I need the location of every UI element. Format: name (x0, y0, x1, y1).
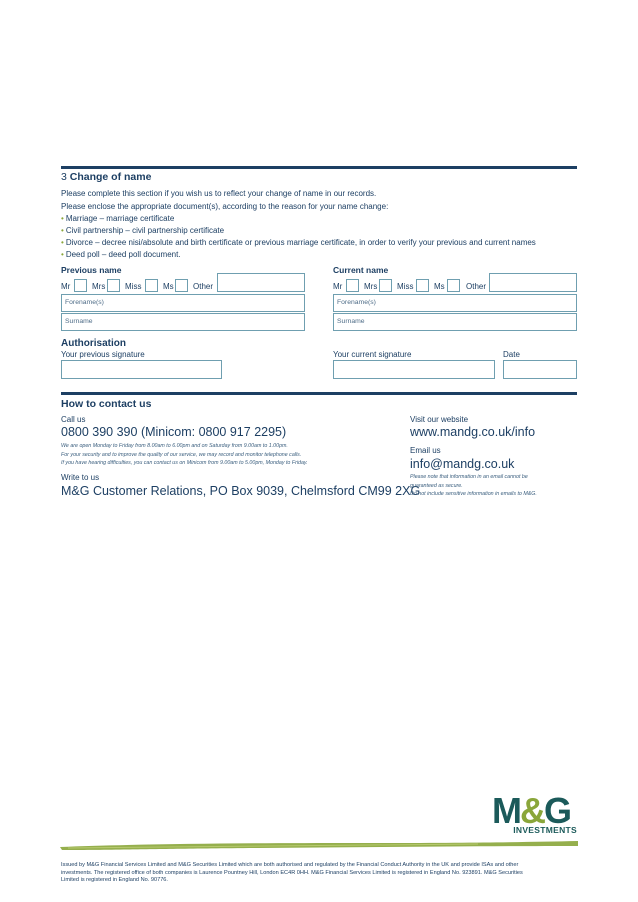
title-checkbox-miss[interactable] (416, 279, 429, 292)
title-label-ms: Ms (163, 282, 174, 291)
title-checkbox-mrs[interactable] (379, 279, 392, 292)
note-text: guaranteed as secure. (410, 482, 463, 489)
title-label-mrs: Mrs (92, 282, 106, 291)
title-label-miss: Miss (397, 282, 414, 291)
footer-line: investments. The registered office of both companies is Laurence Pountney Hill, London EC4R 0HH. M&G Financial Services Limited is registered in England No. 923891. M&G Securities (61, 869, 523, 876)
title-checkbox-mr[interactable] (74, 279, 87, 292)
other-title-field[interactable] (489, 273, 577, 292)
list-item: • Divorce – decree nisi/absolute and birth certificate or previous marriage certificate, in order to verify your previous and current names (61, 238, 536, 247)
write-to-us-label: Write to us (61, 473, 100, 482)
call-notes (61, 442, 391, 468)
title-label-other: Other (466, 282, 487, 291)
mg-investments-logo (484, 785, 579, 837)
email-notes (410, 473, 577, 499)
title-checkbox-mr[interactable] (346, 279, 359, 292)
email-label: Email us (410, 446, 441, 455)
title-checkbox-miss[interactable] (145, 279, 158, 292)
logo-subtext: INVESTMENTS (513, 825, 577, 835)
title-checkbox-mrs[interactable] (107, 279, 120, 292)
section-divider (61, 392, 577, 395)
intro-text: Please complete this section if you wish us to reflect your change of name in our records. (61, 189, 377, 198)
title-checkbox-ms[interactable] (447, 279, 460, 292)
note-text: If you have hearing difficulties, you can contact us on Minicom from 9.00am to 5.00pm, Monday to Friday. (61, 460, 308, 466)
svg-text:M&G: M&G (491, 790, 571, 831)
email-link[interactable]: info@mandg.co.uk (410, 457, 515, 471)
date-label: Date (503, 350, 520, 359)
contact-heading: How to contact us (61, 398, 152, 410)
phone-number: 0800 390 390 (Minicom: 0800 917 2295) (61, 425, 287, 439)
brush-stroke-divider (58, 838, 580, 852)
current-signature-field[interactable] (333, 360, 495, 379)
previous-forename-field[interactable]: Forename(s) (61, 294, 305, 312)
title-label-mr: Mr (61, 282, 71, 291)
postal-address: M&G Customer Relations, PO Box 9039, Chelmsford CM99 2XG (61, 484, 421, 498)
current-name-heading: Current name (333, 265, 389, 275)
previous-signature-label: Your previous signature (61, 350, 145, 359)
title-label-miss: Miss (125, 282, 142, 291)
title-label-other: Other (193, 282, 214, 291)
other-title-field[interactable] (217, 273, 305, 292)
previous-surname-field[interactable]: Surname (61, 313, 305, 331)
list-item: • Marriage – marriage certificate (61, 214, 175, 223)
current-forename-field[interactable]: Forename(s) (333, 294, 577, 312)
current-signature-label: Your current signature (333, 350, 412, 359)
website-label: Visit our website (410, 415, 469, 424)
list-item: • Civil partnership – civil partnership certificate (61, 226, 225, 235)
note-text: Please note that information in an email cannot be (410, 474, 528, 480)
title-label-mrs: Mrs (364, 282, 378, 291)
intro-text: Please enclose the appropriate document(s), according to the reason for your name change: (61, 202, 389, 211)
footer-line: Issued by M&G Financial Services Limited and M&G Securities Limited which are both authorised and regulated by the Financial Conduct Authority in the UK and provide ISAs and other (61, 862, 519, 868)
brush-stroke-graphic (58, 838, 580, 852)
call-us-label: Call us (61, 415, 86, 424)
current-surname-field[interactable]: Surname (333, 313, 577, 331)
date-field[interactable] (503, 360, 577, 379)
legal-footer (61, 862, 581, 885)
website-link[interactable]: www.mandg.co.uk/info (410, 425, 536, 439)
note-text: Do not include sensitive information in emails to M&G. (410, 491, 537, 497)
previous-signature-field[interactable] (61, 360, 222, 379)
previous-name-heading: Previous name (61, 265, 122, 275)
authorisation-heading: Authorisation (61, 338, 126, 349)
note-text: We are open Monday to Friday from 8.00am to 6.00pm and on Saturday from 9.00am to 1.00pm. (61, 443, 288, 449)
section-divider (61, 166, 577, 169)
section-title-change-of-name: 3 Change of name (61, 171, 152, 183)
title-label-mr: Mr (333, 282, 343, 291)
note-text: For your security and to improve the quality of our service, we may record and monitor telephone calls. (61, 451, 302, 458)
footer-line: Limited is registered in England No. 90776. (61, 877, 168, 884)
list-item: • Deed poll – deed poll document. (61, 250, 181, 259)
title-label-ms: Ms (434, 282, 445, 291)
change-of-name-instructions (61, 188, 577, 261)
title-checkbox-ms[interactable] (175, 279, 188, 292)
